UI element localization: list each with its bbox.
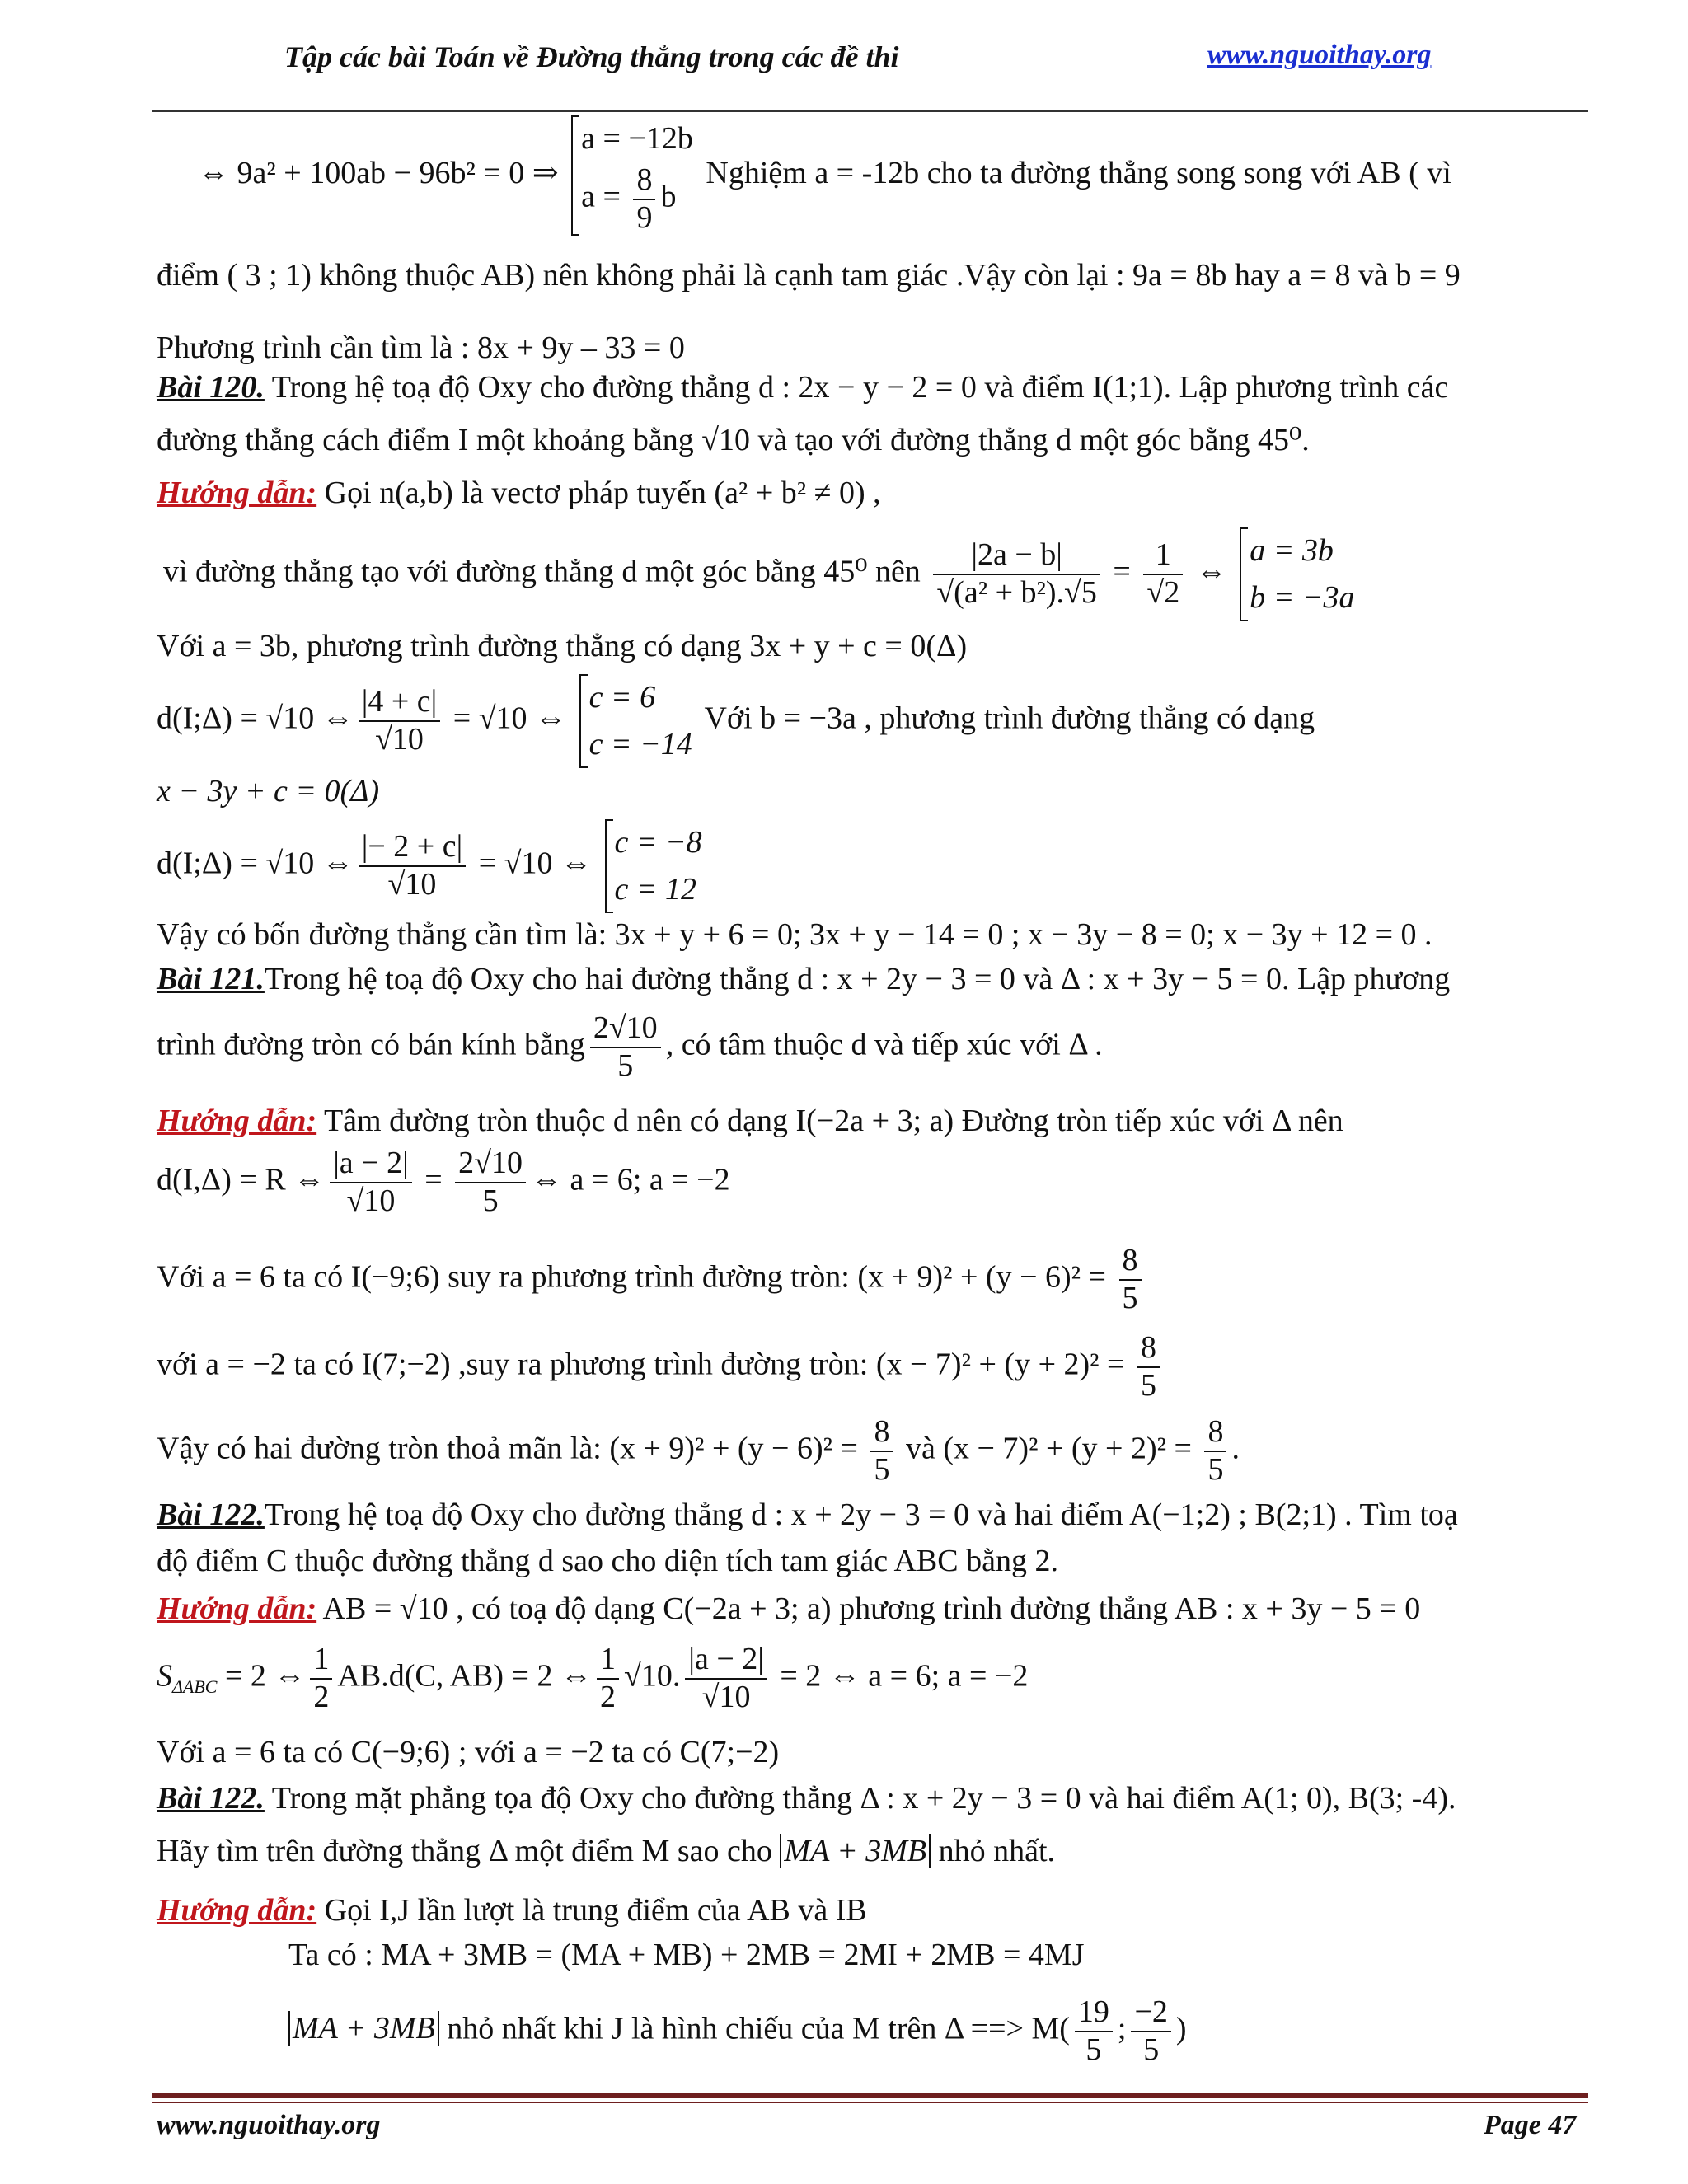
b120-case-b-3a: Với b = −3a , phương trình đường thẳng có dạng — [704, 701, 1315, 736]
b122b-guide-text: Gọi I,J lần lượt là trung điểm của AB và IB — [316, 1893, 867, 1928]
b121-guide-label: Hướng dẫn: — [157, 1104, 317, 1138]
top-line-3: Phương trình cần tìm là : 8x + 9y – 33 = 0 — [157, 330, 685, 365]
b120-angle-fraction-2: $\frac{1}{√2}$ — [1143, 537, 1183, 611]
top-case-system — [571, 115, 693, 236]
b122b-statement-1 — [157, 1780, 1456, 1818]
b122b-vector-norm-2: MA + 3MB — [288, 2011, 439, 2046]
footer-page-number: Page 47 — [1484, 2110, 1577, 2140]
b120-case-a3b: Với a = 3b, phương trình đường thẳng có dạng 3x + y + c = 0(Δ) — [157, 629, 968, 663]
b121-stmt1-text: Trong hệ toạ độ Oxy cho hai đường thẳng d : x + 2y − 3 = 0 và Δ : x + 3y − 5 = 0. Lập phương — [264, 962, 1451, 996]
b120-distance-system-2: c = −8 c = 12 — [605, 819, 702, 913]
b121-statement-1 — [157, 961, 1450, 999]
b120-statement-2: đường thẳng cách điểm I một khoảng bằng √10 và tạo với đường thẳng d một góc bằng 45⁰. — [157, 423, 1310, 457]
b122a-conclusion: Với a = 6 ta có C(−9;6) ; với a = −2 ta có C(7;−2) — [157, 1735, 780, 1769]
b122a-statement-1 — [157, 1497, 1458, 1535]
top-equation-line — [198, 115, 1451, 236]
top-eq-left: ⇔ 9a² + 100ab − 96b² = 0 ⇒ — [198, 155, 559, 190]
footer-divider-thick — [152, 2093, 1588, 2098]
b121-circle-2: với a = −2 ta có I(7;−2) ,suy ra phương trình đường tròn: (x − 7)² + (y + 2)² = $\frac{8}{5}$ — [157, 1330, 1165, 1404]
b121-distance-line: d(I,Δ) = R ⇔ $\frac{|a - 2|}{√10}$ = $\frac{2√10}{5}$ ⇔ a = 6; a = −2 — [157, 1146, 730, 1218]
b121-radius-fraction-2: $\frac{2√10}{5}$ — [455, 1146, 526, 1219]
b120-distance-fraction-1: $\frac{|4 + c|}{√10}$ — [359, 684, 441, 757]
b120-conclusion: Vậy có bốn đường thẳng cần tìm là: 3x + y + 6 = 0; 3x + y − 14 = 0 ; x − 3y − 8 = 0; x − 3y + 12 = 0 . — [157, 917, 1432, 952]
b120-angle-fraction: $\frac{|2a - b|}{\text{√(a² + b²).√5}}$ — [933, 537, 1100, 611]
b120-stmt1-text: Trong hệ toạ độ Oxy cho đường thẳng d : 2x − y − 2 = 0 và điểm I(1;1). Lập phương trình các — [264, 370, 1449, 405]
b120-angle-line: vì đường thẳng tạo với đường thẳng d một góc bằng 45⁰ nên $\frac{|2a - b|}{\text{√(a² + b²).√5}}$ = $\frac{1}{√2}$ ⇔ a = 3b b = −3a — [163, 527, 1360, 621]
b121-statement-2: trình đường tròn có bán kính bằng $\frac{2√10}{5}$ , có tâm thuộc d và tiếp xúc với Δ . — [157, 1010, 1103, 1083]
header-title: Tập các bài Toán về Đường thẳng trong các đề thi — [284, 40, 899, 73]
b121-guide-text: Tâm đường tròn thuộc d nên có dạng I(−2a + 3; a) Đường tròn tiếp xúc với Δ nên — [316, 1104, 1343, 1138]
footer-website[interactable]: www.nguoithay.org — [157, 2110, 381, 2140]
top-comment: Nghiệm a = -12b cho ta đường thẳng song song với AB ( vì — [706, 155, 1451, 190]
top-case-2-fraction: $\frac{8}{9}$ — [633, 162, 655, 236]
b122a-label: Bài 122. — [157, 1497, 265, 1532]
b120-label: Bài 120. — [157, 370, 265, 405]
b120-distance-fraction-2: $\frac{|- 2 + c|}{√10}$ — [359, 829, 466, 902]
b121-conclusion-fraction-2: $\frac{8}{5}$ — [1204, 1414, 1226, 1488]
b122b-conclusion: MA + 3MB nhỏ nhất khi J là hình chiếu của M trên Δ ==> M( $\frac{19}{5}$ ; $\frac{-2}{5}$ ) — [288, 1994, 1187, 2068]
top-line-2: điểm ( 3 ; 1) không thuộc AB) nên không phải là cạnh tam giác .Vậy còn lại : 9a = 8b hay a = 8 và b = 9 — [157, 258, 1461, 293]
b122a-statement-2: độ điểm C thuộc đường thẳng d sao cho diện tích tam giác ABC bằng 2. — [157, 1544, 1058, 1578]
b121-conclusion: Vậy có hai đường tròn thoả mãn là: (x + 9)² + (y − 6)² = $\frac{8}{5}$ và (x − 7)² + (y + 2)² = $\frac{8}{5}$ . — [157, 1414, 1240, 1487]
b122a-half-1: $\frac{1}{2}$ — [310, 1642, 332, 1715]
top-case-1: a = −12b — [581, 121, 693, 156]
b121-circle-1: Với a = 6 ta có I(−9;6) suy ra phương trình đường tròn: (x + 9)² + (y − 6)² = $\frac{8}{5}$ — [157, 1243, 1146, 1316]
b122b-guide — [157, 1892, 867, 1930]
b120-guide-label: Hướng dẫn: — [157, 476, 317, 510]
b121-circle-1-fraction: $\frac{8}{5}$ — [1119, 1243, 1142, 1316]
header-website-link[interactable]: www.nguoithay.org — [1207, 40, 1432, 70]
b120-angle-system: a = 3b b = −3a — [1240, 527, 1354, 621]
b121-label: Bài 121. — [157, 962, 265, 996]
b120-distance-line-1: d(I;Δ) = √10 ⇔ $\frac{|4 + c|}{√10}$ = √10 ⇔ c = 6 c = −14 Với b = −3a , phương trình đường thẳng có dạng — [157, 674, 1315, 768]
b122a-guide-label: Hướng dẫn: — [157, 1591, 317, 1626]
b121-circle-2-fraction: $\frac{8}{5}$ — [1137, 1330, 1160, 1404]
b121-conclusion-fraction-1: $\frac{8}{5}$ — [870, 1414, 893, 1488]
footer-divider-thin — [152, 2102, 1588, 2103]
b120-statement-1 — [157, 369, 1448, 407]
b122b-guide-label: Hướng dẫn: — [157, 1893, 317, 1928]
b120-distance-system-1: c = 6 c = −14 — [579, 674, 692, 768]
b122a-half-2: $\frac{1}{2}$ — [597, 1642, 619, 1715]
b121-distance-fraction: $\frac{|a - 2|}{√10}$ — [330, 1146, 412, 1219]
b122b-vector-norm: MA + 3MB — [780, 1834, 931, 1868]
b122a-distance-fraction: $\frac{|a - 2|}{√10}$ — [685, 1642, 767, 1715]
b122a-area-line: $S_{\Delta ABC} = 2$ ⇔ $\frac{1}{2}$ AB.d(C, AB) = 2 ⇔ $\frac{1}{2}$ √10. $\frac{|a - 2|}{√10}$ = 2 ⇔ a = 6; a = −2 — [157, 1642, 1029, 1714]
b121-guide — [157, 1103, 1343, 1141]
b122a-guide — [157, 1591, 1420, 1629]
b122b-m-y: $\frac{-2}{5}$ — [1131, 1994, 1170, 2068]
b122b-statement-2: Hãy tìm trên đường thẳng Δ một điểm M sao cho MA + 3MB nhỏ nhất. — [157, 1834, 1056, 1868]
top-case-2: a = $\frac{8}{9}$ b — [581, 162, 677, 235]
header-divider — [152, 110, 1588, 112]
b122a-guide-text: AB = √10 , có toạ độ dạng C(−2a + 3; a) phương trình đường thẳng AB : x + 3y − 5 = 0 — [316, 1591, 1421, 1626]
b122b-m-x: $\frac{19}{5}$ — [1075, 1994, 1113, 2068]
b122b-stmt1-text: Trong mặt phẳng tọa độ Oxy cho đường thẳng Δ : x + 2y − 3 = 0 và hai điểm A(1; 0), B(3; -4). — [264, 1781, 1456, 1816]
b122b-vector-sum: Ta có : MA + 3MB = (MA + MB) + 2MB = 2MI + 2MB = 4MJ — [288, 1938, 1085, 1972]
b122b-label: Bài 122. — [157, 1781, 265, 1816]
b122a-stmt1-text: Trong hệ toạ độ Oxy cho đường thẳng d : x + 2y − 3 = 0 và hai điểm A(−1;2) ; B(2;1) . Tìm toạ — [264, 1497, 1458, 1532]
b120-line-form: x − 3y + c = 0(Δ) — [157, 774, 380, 808]
b120-distance-line-2: d(I;Δ) = √10 ⇔ $\frac{|- 2 + c|}{√10}$ = √10 ⇔ c = −8 c = 12 — [157, 819, 707, 913]
b121-radius-fraction: $\frac{2√10}{5}$ — [590, 1010, 661, 1084]
b120-guide-text: Gọi n(a,b) là vectơ pháp tuyến (a² + b² ≠ 0) , — [316, 476, 881, 510]
b120-angle-text: vì đường thẳng tạo với đường thẳng d một góc bằng 45⁰ nên — [163, 554, 921, 589]
b120-guide — [157, 475, 881, 513]
